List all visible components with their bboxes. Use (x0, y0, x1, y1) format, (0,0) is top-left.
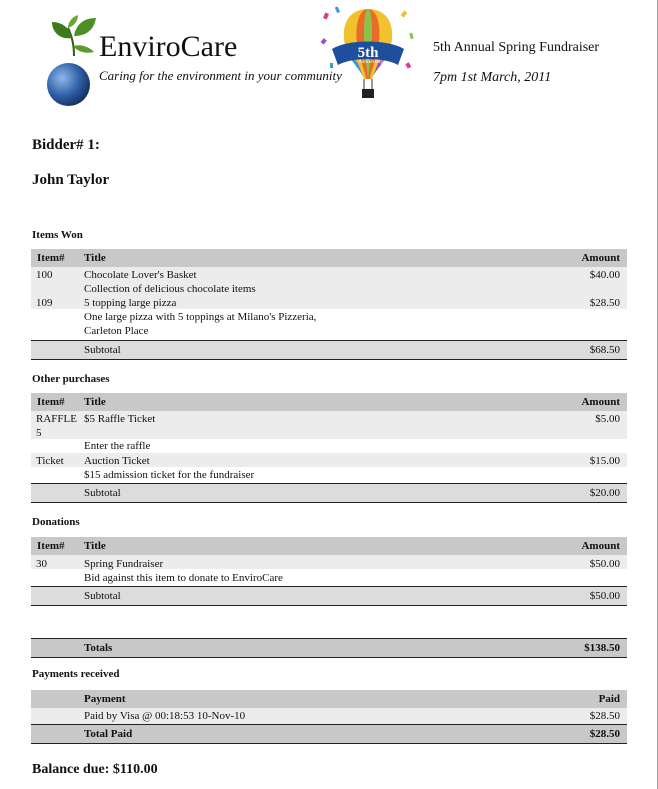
total-paid-label: Total Paid (84, 728, 133, 740)
col-title: Title (84, 396, 106, 408)
donations-table (31, 537, 627, 606)
bidder-name: John Taylor (32, 172, 110, 188)
total-paid-row (31, 724, 627, 744)
item-amount: $40.00 (589, 269, 620, 281)
col-payment: Payment (84, 693, 126, 705)
total-paid-amount: $28.50 (589, 728, 620, 740)
item-number: 100 (36, 269, 53, 281)
subtotal-row (31, 586, 627, 606)
payment-description: Paid by Visa @ 00:18:53 10-Nov-10 (84, 710, 246, 722)
totals-label: Totals (84, 642, 113, 654)
other-purchases-heading: Other purchases (32, 373, 110, 385)
item-description: Bid against this item to donate to EnviroCare (84, 572, 283, 584)
col-amount: Amount (581, 252, 620, 264)
donations-heading: Donations (32, 516, 80, 528)
item-number: RAFFLE (36, 413, 77, 425)
other-purchases-table (31, 393, 627, 503)
totals-row (31, 638, 627, 658)
item-description: Enter the raffle (84, 440, 151, 452)
col-paid: Paid (598, 693, 620, 705)
subtotal-label: Subtotal (84, 487, 121, 499)
table-row (31, 555, 627, 586)
item-amount: $5.00 (595, 413, 620, 425)
payments-table (31, 690, 627, 744)
globe-icon (47, 63, 90, 106)
item-amount: $50.00 (589, 558, 620, 570)
table-row (31, 295, 627, 340)
col-item: Item# (37, 396, 65, 408)
items-won-table (31, 249, 627, 360)
subtotal-label: Subtotal (84, 344, 121, 356)
subtotal-amount: $50.00 (589, 590, 620, 602)
payment-amount: $28.50 (589, 710, 620, 722)
col-amount: Amount (581, 540, 620, 552)
col-item: Item# (37, 252, 65, 264)
item-title: Chocolate Lover's Basket (84, 269, 197, 281)
item-number: Ticket (36, 455, 64, 467)
item-description: One large pizza with 5 toppings at Milano's Pizzeria, (84, 311, 317, 323)
items-won-heading: Items Won (32, 229, 83, 241)
item-number: 30 (36, 558, 47, 570)
brand-name: EnviroCare (99, 30, 238, 63)
table-header (31, 690, 627, 708)
item-amount: $15.00 (589, 455, 620, 467)
item-number: 109 (36, 297, 53, 309)
table-row (31, 453, 627, 483)
item-amount: $28.50 (589, 297, 620, 309)
leaf-logo-icon (50, 14, 98, 58)
col-title: Title (84, 540, 106, 552)
col-title: Title (84, 252, 106, 264)
item-description: $15 admission ticket for the fundraiser (84, 469, 255, 481)
event-date: 7pm 1st March, 2011 (433, 70, 552, 85)
table-header (31, 537, 627, 555)
subtotal-row (31, 340, 627, 360)
subtotal-row (31, 483, 627, 503)
event-title: 5th Annual Spring Fundraiser (433, 40, 600, 55)
balance-due: Balance due: $110.00 (32, 762, 158, 777)
table-header (31, 393, 627, 411)
table-row (31, 708, 627, 724)
subtotal-amount: $20.00 (589, 487, 620, 499)
item-description: Collection of delicious chocolate items (84, 283, 256, 295)
totals-table (31, 638, 627, 658)
item-title: 5 topping large pizza (84, 297, 177, 309)
table-row (31, 267, 627, 295)
subtotal-amount: $68.50 (589, 344, 620, 356)
bidder-label: Bidder# 1: (32, 137, 100, 153)
payments-heading: Payments received (32, 668, 120, 680)
totals-amount: $138.50 (584, 642, 620, 654)
col-item: Item# (37, 540, 65, 552)
subtotal-label: Subtotal (84, 590, 121, 602)
item-title: Spring Fundraiser (84, 558, 164, 570)
anniversary-balloon-icon (318, 3, 418, 105)
brand-tagline: Caring for the environment in your community (99, 68, 342, 83)
table-row (31, 411, 627, 439)
badge-text: 5th (357, 45, 379, 61)
item-title: Auction Ticket (84, 455, 150, 467)
col-amount: Amount (581, 396, 620, 408)
table-row-desc (31, 439, 627, 453)
table-header (31, 249, 627, 267)
badge-small-text: Anniversary (358, 60, 384, 65)
item-description: Carleton Place (84, 325, 149, 337)
item-number-cont: 5 (36, 427, 42, 439)
item-title: $5 Raffle Ticket (84, 413, 156, 425)
